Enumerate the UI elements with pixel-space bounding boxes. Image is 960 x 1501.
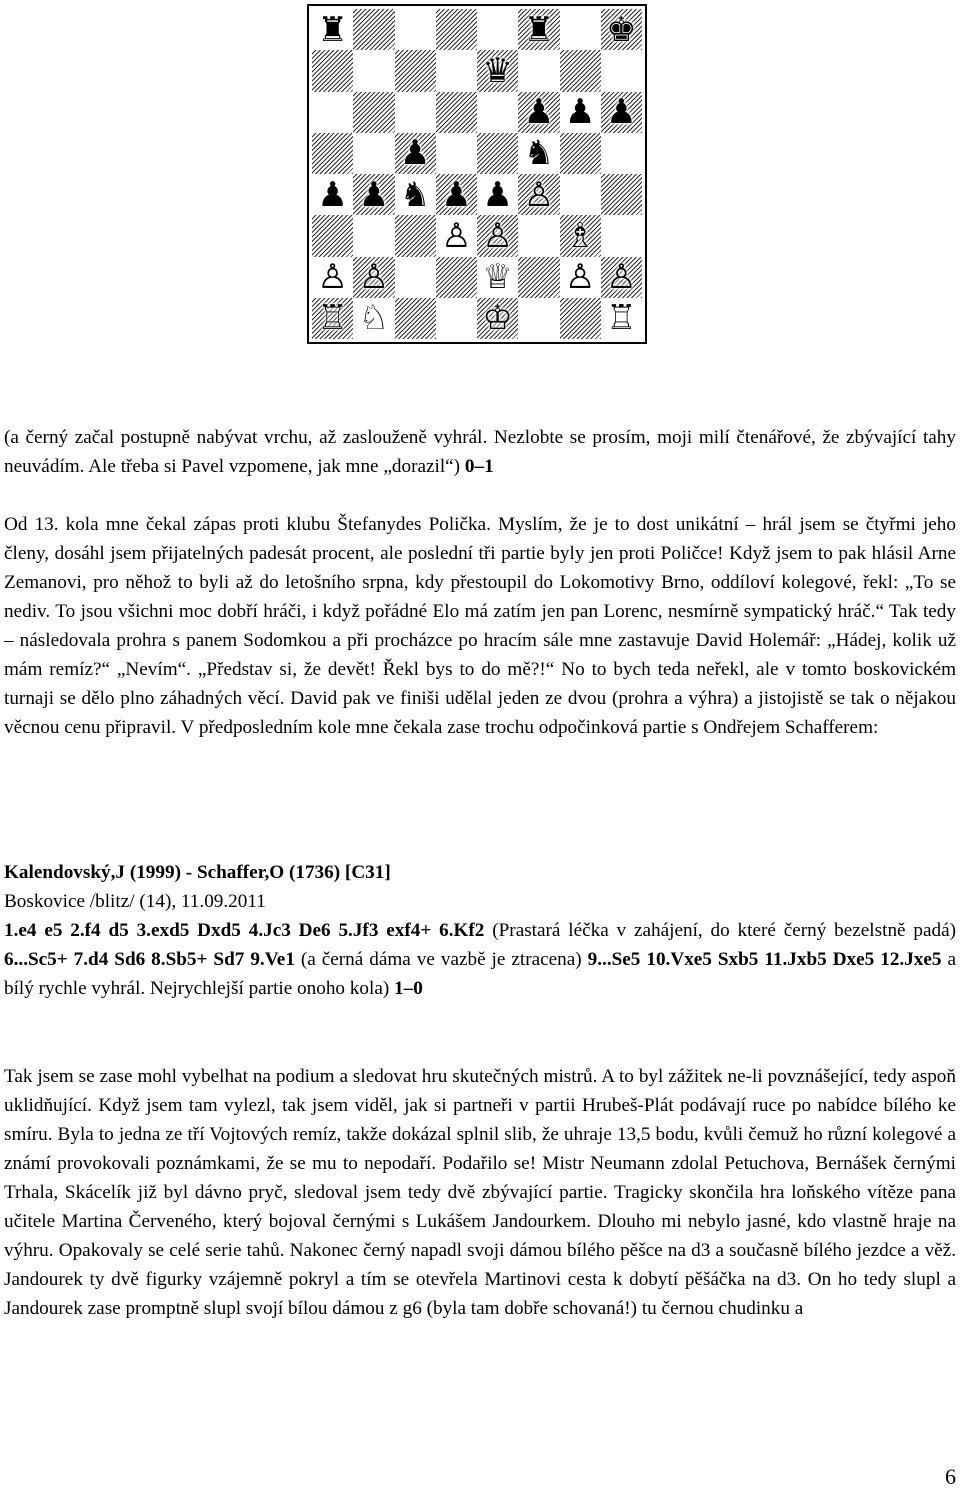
board-square <box>395 133 436 174</box>
board-square <box>560 133 601 174</box>
board-square <box>312 215 353 256</box>
board-square <box>477 298 518 339</box>
game-moves: 1.e4 e5 2.f4 d5 3.exd5 Dxd5 4.Jc3 De6 5.Jf3 exf4+ 6.Kf2 <box>4 920 485 941</box>
white-pawn-icon: ♙ <box>317 257 348 298</box>
board-square <box>477 133 518 174</box>
board-square <box>312 257 353 298</box>
paragraph-text: Od 13. kola mne čekal zápas proti klubu Štefanydes Polička. Myslím, že je to dost unikátní – hrál jsem se čtyřmi jeho členy, dosáhl jsem přijatelných padesát procent, ale poslední tři partie byly jen proti Poličce! Když jsem to pak hlásil Arne Zemanovi, pro něhož to byli až do letošního srpna, kdy přestoupil do Lokomotivy Brno, oddíloví kolegové, řekl: „To se nediv. To jsou všichni moc dobří hráči, i když pořádné Elo má zatím jen pan Lorenc, nesmírně sympatický hráč.“ Tak tedy – následovala prohra s panem Sodomkou a při procházce po hracím sále mne zastavuje David Holemář: „Hádej, kolik už mám remíz?“ „Nevím“. „Představ si, že devět! Řekl bys to do mě?!“ No to bych teda neřekl, ale v tomto boskovickém turnaji se dělo plno záhadných věcí. David pak ve finiši udělal jeden ze dvou (prohra a výhra) a jistojistě se tak o nějakou věcnou cenu připravil. V předposledním kole mne čekala zase trochu odpočinková partie s Ondřejem Schafferem: <box>4 514 956 738</box>
white-pawn-icon: ♙ <box>482 215 513 256</box>
white-pawn-icon: ♙ <box>564 257 596 298</box>
board-square <box>312 50 353 91</box>
board-square <box>353 92 394 133</box>
board-square <box>518 257 559 298</box>
board-square <box>353 298 394 339</box>
game-event: Boskovice /blitz/ (14), 11.09.2011 <box>4 891 266 912</box>
board-square <box>601 174 642 215</box>
board-square <box>477 50 518 91</box>
paragraph-text: Tak jsem se zase mohl vybelhat na podium a sledovat hru skutečných mistrů. A to byl zážitek ne-li povznášející, tedy aspoň uklidňující. Když jsem tam vylezl, tak jsem viděl, jak si partneři v partii Hrubeš-Plát podávají ruce po nabídce bílého ke smíru. Byla to jedna ze tří Vojtových remíz, takže dokázal splnil slib, že uhraje 13,5 bodu, kvůli čemuž ho různí kolegové a známí provokovali poznámkami, že se mu to nepodaří. Podařilo se! Mistr Neumann zdolal Petuchova, Bernášek černými Trhala, Skácelík již byl dávno pryč, sledoval jsem tedy dvě zbývající partie. Tragicky skončila hra loňského vítěze pana učitele Martina Červeného, který bojoval černými s Lukášem Jandourkem. Dlouho mi nebylo jasné, kdo vlastně hraje na výhru. Opakovaly se celé serie tahů. Nakonec černý napadl svoji dámou bílého pěšce na d3 a současně bílého jezdce a věž. Jandourek ty dvě figurky vzájemně pokryl a tím se otevřela Martinovi cesta k dobytí pěšáčka na d3. On ho tedy slupl a Jandourek zase promptně slupl svojí bílou dámou z g6 (byla tam dobře schovaná!) tu černou chudinku a <box>4 1066 956 1319</box>
black-knight-icon: ♞ <box>523 133 555 174</box>
board-square <box>436 298 477 339</box>
board-square <box>477 92 518 133</box>
board-square <box>436 50 477 91</box>
white-pawn-icon: ♙ <box>523 174 555 215</box>
board-square <box>601 215 642 256</box>
board-square <box>312 9 353 50</box>
board-square <box>312 174 353 215</box>
board-square <box>353 174 394 215</box>
board-square <box>518 92 559 133</box>
board-square <box>518 133 559 174</box>
board-square <box>518 50 559 91</box>
board-square <box>395 215 436 256</box>
board-square <box>312 92 353 133</box>
white-pawn-icon: ♙ <box>606 257 637 298</box>
board-square <box>395 9 436 50</box>
game-moves: 6...Sc5+ 7.d4 Sd6 8.Sb5+ Sd7 9.Ve1 <box>4 949 295 970</box>
black-knight-icon: ♞ <box>399 174 431 215</box>
chess-diagram <box>307 4 647 344</box>
board-square <box>560 174 601 215</box>
board-square <box>477 257 518 298</box>
board-square <box>353 50 394 91</box>
paragraph-round-13 <box>4 510 956 742</box>
game-comment: (Prastará léčka v zahájení, do které černý bezelstně padá) <box>484 920 956 941</box>
paragraph-text: (a černý začal postupně nabývat vrchu, až zaslouženě vyhrál. Nezlobte se prosím, moji milí čtenářové, že zbývající tahy neuvádím. Ale třeba si Pavel vzpomene, jak mne „dorazil“) <box>4 427 956 477</box>
white-rook-icon: ♖ <box>317 298 348 339</box>
white-pawn-icon: ♙ <box>358 257 390 298</box>
board-square <box>477 9 518 50</box>
black-rook-icon: ♜ <box>523 9 555 50</box>
board-square <box>312 133 353 174</box>
board-square <box>560 257 601 298</box>
board-square <box>518 215 559 256</box>
paragraph-podium <box>4 1062 956 1323</box>
black-pawn-icon: ♟ <box>358 174 390 215</box>
black-pawn-icon: ♟ <box>523 92 555 133</box>
board-square <box>436 215 477 256</box>
white-queen-icon: ♕ <box>482 257 513 298</box>
board-square <box>601 298 642 339</box>
game-result: 1–0 <box>394 978 423 999</box>
game-record <box>4 858 956 1003</box>
board-square <box>560 215 601 256</box>
game-result: 0–1 <box>464 456 494 477</box>
game-header: Kalendovský,J (1999) - Schaffer,O (1736) [C31] <box>4 862 391 883</box>
board-square <box>560 9 601 50</box>
board-square <box>395 298 436 339</box>
black-pawn-icon: ♟ <box>606 92 637 133</box>
board-square <box>601 50 642 91</box>
board-square <box>518 174 559 215</box>
board-square <box>601 133 642 174</box>
board-square <box>395 92 436 133</box>
board-square <box>436 174 477 215</box>
board-square <box>560 298 601 339</box>
page-number: 6 <box>945 1464 956 1489</box>
board-square <box>560 92 601 133</box>
white-bishop-icon: ♗ <box>564 215 596 256</box>
board-square <box>353 9 394 50</box>
board-square <box>518 9 559 50</box>
board-square <box>601 9 642 50</box>
board-square <box>477 215 518 256</box>
white-rook-icon: ♖ <box>606 298 637 339</box>
white-king-icon: ♔ <box>482 298 513 339</box>
chess-board <box>312 9 642 339</box>
board-square <box>601 92 642 133</box>
board-square <box>395 50 436 91</box>
board-square <box>436 133 477 174</box>
board-square <box>518 298 559 339</box>
board-square <box>353 257 394 298</box>
game-comment: (a černá dáma ve vazbě je ztracena) <box>294 949 588 970</box>
black-pawn-icon: ♟ <box>482 174 513 215</box>
board-square <box>560 50 601 91</box>
board-square <box>395 174 436 215</box>
board-square <box>395 257 436 298</box>
board-square <box>436 257 477 298</box>
black-queen-icon: ♛ <box>482 50 513 91</box>
black-pawn-icon: ♟ <box>399 133 431 174</box>
black-rook-icon: ♜ <box>317 9 348 50</box>
board-square <box>312 298 353 339</box>
board-square <box>353 133 394 174</box>
game-comment: a bílý rychle vyhrál. Nejrychlejší partie onoho kola) <box>4 949 956 999</box>
board-square <box>477 174 518 215</box>
board-square <box>353 215 394 256</box>
black-pawn-icon: ♟ <box>441 174 472 215</box>
black-pawn-icon: ♟ <box>317 174 348 215</box>
board-square <box>436 9 477 50</box>
white-knight-icon: ♘ <box>358 298 390 339</box>
game-moves: 9...Se5 10.Vxe5 Sxb5 11.Jxb5 Dxe5 12.Jxe5 <box>587 949 942 970</box>
paragraph-game-comment <box>4 423 956 481</box>
white-pawn-icon: ♙ <box>441 215 472 256</box>
black-king-icon: ♚ <box>606 9 637 50</box>
black-pawn-icon: ♟ <box>564 92 596 133</box>
board-square <box>601 257 642 298</box>
board-square <box>436 92 477 133</box>
